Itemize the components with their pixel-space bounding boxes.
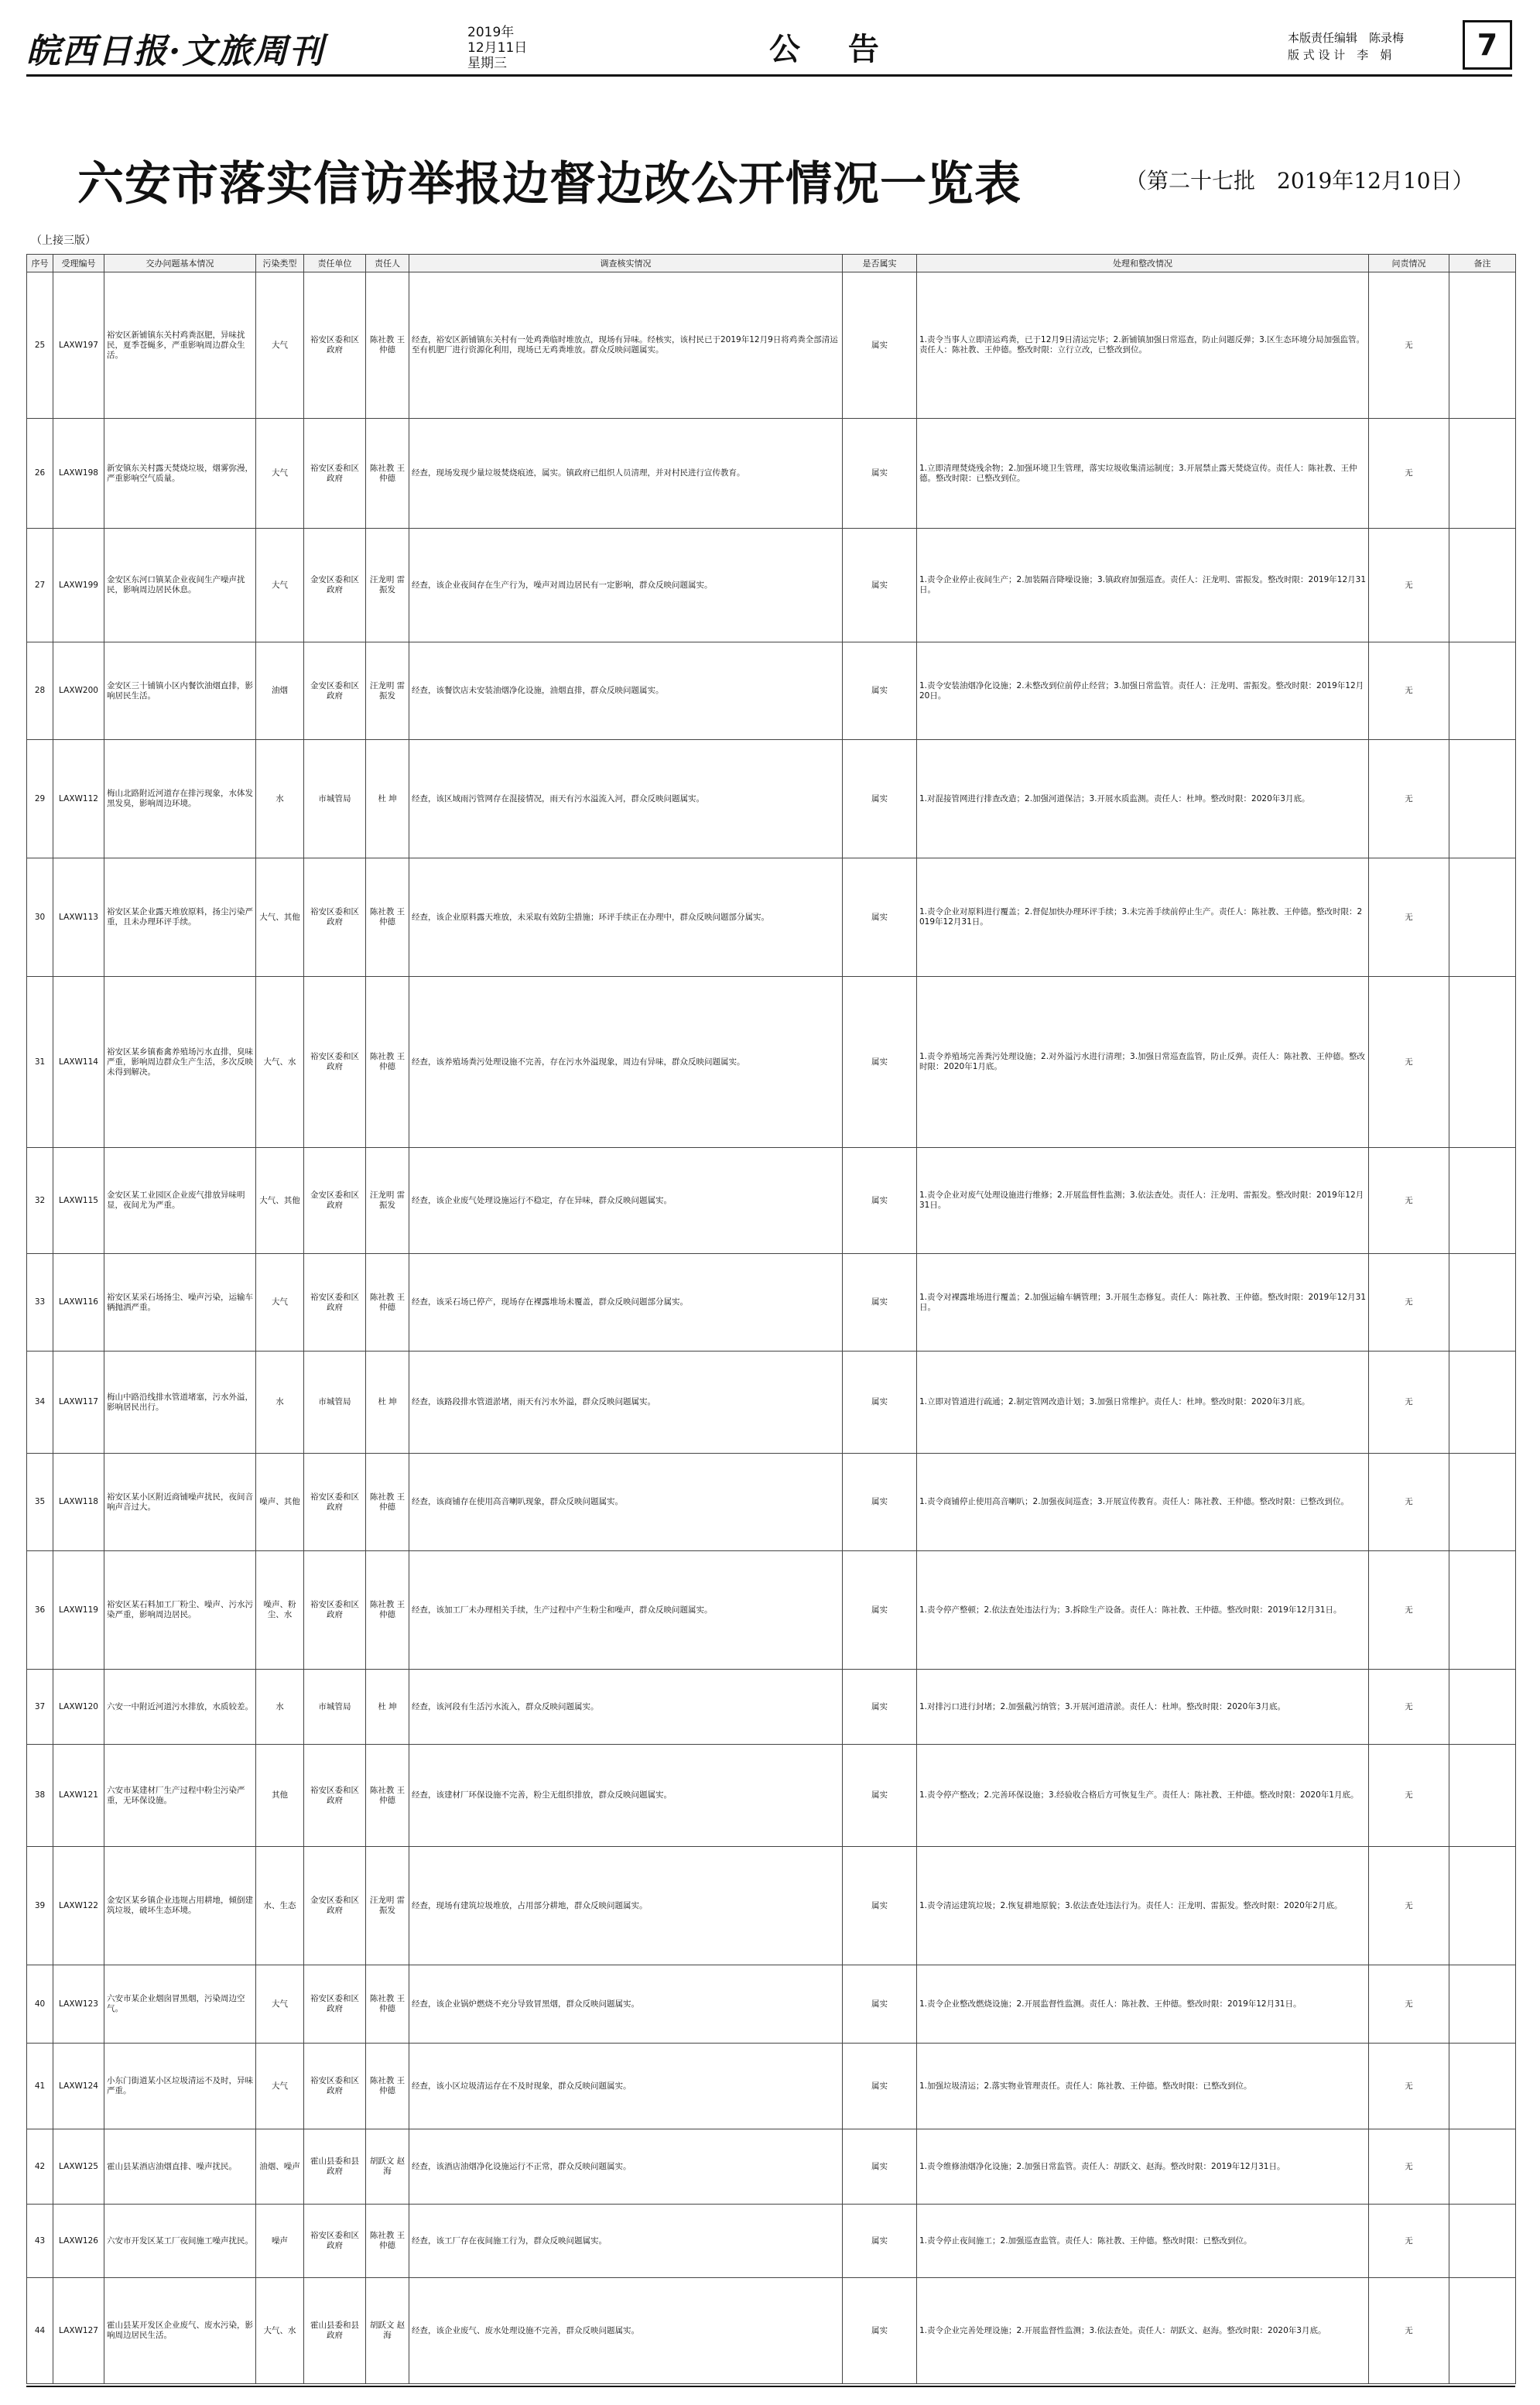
case-code: LAXW119 bbox=[53, 1551, 104, 1670]
case-code: LAXW116 bbox=[53, 1254, 104, 1352]
verified-status: 属实 bbox=[843, 1670, 917, 1745]
case-code: LAXW118 bbox=[53, 1454, 104, 1551]
issue-day: 12月11日 bbox=[467, 40, 528, 56]
row-number: 38 bbox=[27, 1745, 53, 1847]
row-number: 32 bbox=[27, 1148, 53, 1254]
case-code: LAXW120 bbox=[53, 1670, 104, 1745]
row-number: 35 bbox=[27, 1454, 53, 1551]
pollution-type: 水、生态 bbox=[256, 1847, 304, 1965]
verified-status: 属实 bbox=[843, 977, 917, 1148]
case-code: LAXW125 bbox=[53, 2129, 104, 2205]
remark bbox=[1449, 1352, 1516, 1454]
column-header: 序号 bbox=[27, 255, 53, 272]
rectification-measures: 1.立即对管道进行疏通；2.制定管网改造计划；3.加强日常维护。责任人：杜坤。整改时限：2020年3月底。 bbox=[917, 1352, 1369, 1454]
row-number: 26 bbox=[27, 419, 53, 529]
rectification-measures: 1.责令安装油烟净化设施；2.未整改到位前停止经营；3.加强日常监管。责任人：汪龙明、雷振发。整改时限：2019年12月20日。 bbox=[917, 642, 1369, 740]
pollution-type: 大气 bbox=[256, 272, 304, 419]
row-number: 42 bbox=[27, 2129, 53, 2205]
responsible-unit: 裕安区委和区政府 bbox=[304, 1551, 366, 1670]
pollution-type: 大气、其他 bbox=[256, 858, 304, 977]
issue-description: 金安区某工业园区企业废气排放异味明显，夜间尤为严重。 bbox=[104, 1148, 256, 1254]
rectification-measures: 1.责令停产整顿；2.依法查处违法行为；3.拆除生产设备。责任人：陈社教、王仲德。整改时限：2019年12月31日。 bbox=[917, 1551, 1369, 1670]
pollution-type: 水 bbox=[256, 1352, 304, 1454]
issue-description: 霍山县某开发区企业废气、废水污染，影响周边居民生活。 bbox=[104, 2278, 256, 2384]
case-code: LAXW124 bbox=[53, 2044, 104, 2129]
column-header: 受理编号 bbox=[53, 255, 104, 272]
issue-description: 裕安区某企业露天堆放原料，扬尘污染严重，且未办理环评手续。 bbox=[104, 858, 256, 977]
verified-status: 属实 bbox=[843, 1148, 917, 1254]
issue-description: 裕安区新铺镇东关村鸡粪沤肥，异味扰民，夏季苍蝇多，严重影响周边群众生活。 bbox=[104, 272, 256, 419]
responsible-person: 陈社教 王仲德 bbox=[366, 1454, 409, 1551]
responsible-person: 胡跃文 赵 海 bbox=[366, 2278, 409, 2384]
investigation-result: 经查，该企业夜间存在生产行为，噪声对周边居民有一定影响，群众反映问题属实。 bbox=[409, 529, 843, 642]
accountability: 无 bbox=[1369, 1254, 1449, 1352]
accountability: 无 bbox=[1369, 1352, 1449, 1454]
remark bbox=[1449, 1254, 1516, 1352]
table-row bbox=[27, 1847, 1516, 1965]
rectification-measures: 1.责令企业对原料进行覆盖；2.督促加快办理环评手续；3.未完善手续前停止生产。责任人：陈社教、王仲德。整改时限：2019年12月31日。 bbox=[917, 858, 1369, 977]
issue-year: 2019年 bbox=[467, 25, 515, 40]
issue-description: 裕安区某小区附近商铺噪声扰民，夜间音响声音过大。 bbox=[104, 1454, 256, 1551]
pollution-type: 大气、其他 bbox=[256, 1148, 304, 1254]
column-header: 是否属实 bbox=[843, 255, 917, 272]
row-number: 28 bbox=[27, 642, 53, 740]
remark bbox=[1449, 858, 1516, 977]
rectification-measures: 1.对混接管网进行排查改造；2.加强河道保洁；3.开展水质监测。责任人：杜坤。整改时限：2020年3月底。 bbox=[917, 740, 1369, 858]
remark bbox=[1449, 529, 1516, 642]
verified-status: 属实 bbox=[843, 858, 917, 977]
responsible-person: 汪龙明 雷振发 bbox=[366, 529, 409, 642]
responsible-unit: 霍山县委和县政府 bbox=[304, 2129, 366, 2205]
pollution-type: 噪声、粉尘、水 bbox=[256, 1551, 304, 1670]
verified-status: 属实 bbox=[843, 1965, 917, 2044]
case-code: LAXW122 bbox=[53, 1847, 104, 1965]
responsible-person: 汪龙明 雷振发 bbox=[366, 1847, 409, 1965]
rectification-measures: 1.责令企业停止夜间生产；2.加装隔音降噪设施；3.镇政府加强巡查。责任人：汪龙明、雷振发。整改时限：2019年12月31日。 bbox=[917, 529, 1369, 642]
table-row bbox=[27, 419, 1516, 529]
rectification-measures: 1.责令企业完善处理设施；2.开展监督性监测；3.依法查处。责任人：胡跃文、赵海。整改时限：2020年3月底。 bbox=[917, 2278, 1369, 2384]
responsible-unit: 市城管局 bbox=[304, 740, 366, 858]
pollution-type: 大气 bbox=[256, 1254, 304, 1352]
responsible-person: 陈社教 王仲德 bbox=[366, 419, 409, 529]
accountability: 无 bbox=[1369, 977, 1449, 1148]
pollution-type: 大气、水 bbox=[256, 977, 304, 1148]
issue-description: 金安区某乡镇企业违规占用耕地，倾倒建筑垃圾，破坏生态环境。 bbox=[104, 1847, 256, 1965]
responsible-unit: 市城管局 bbox=[304, 1352, 366, 1454]
accountability: 无 bbox=[1369, 419, 1449, 529]
footer-rule bbox=[26, 2386, 1515, 2387]
table-row bbox=[27, 2278, 1516, 2384]
issue-description: 六安市某企业烟囱冒黑烟，污染周边空气。 bbox=[104, 1965, 256, 2044]
editor-credits bbox=[1288, 29, 1404, 63]
remark bbox=[1449, 1965, 1516, 2044]
responsible-unit: 裕安区委和区政府 bbox=[304, 1745, 366, 1847]
accountability: 无 bbox=[1369, 2278, 1449, 2384]
investigation-result: 经查，该建材厂环保设施不完善，粉尘无组织排放，群众反映问题属实。 bbox=[409, 1745, 843, 1847]
page-title: 六安市落实信访举报边督边改公开情况一览表 bbox=[77, 157, 1022, 211]
pollution-type: 油烟、噪声 bbox=[256, 2129, 304, 2205]
batch-info: （第二十七批 2019年12月10日） bbox=[1125, 168, 1474, 194]
investigation-result: 经查，该酒店油烟净化设施运行不正常，群众反映问题属实。 bbox=[409, 2129, 843, 2205]
rectification-measures: 1.责令维修油烟净化设施；2.加强日常监管。责任人：胡跃文、赵海。整改时限：2019年12月31日。 bbox=[917, 2129, 1369, 2205]
issue-description: 六安市开发区某工厂夜间施工噪声扰民。 bbox=[104, 2205, 256, 2278]
verified-status: 属实 bbox=[843, 1847, 917, 1965]
rectification-measures: 1.责令商铺停止使用高音喇叭；2.加强夜间巡查；3.开展宣传教育。责任人：陈社教、王仲德。整改时限：已整改到位。 bbox=[917, 1454, 1369, 1551]
pollution-type: 大气 bbox=[256, 529, 304, 642]
investigation-result: 经查，该商铺存在使用高音喇叭现象，群众反映问题属实。 bbox=[409, 1454, 843, 1551]
table-row bbox=[27, 529, 1516, 642]
verified-status: 属实 bbox=[843, 2129, 917, 2205]
remark bbox=[1449, 272, 1516, 419]
responsible-unit: 裕安区委和区政府 bbox=[304, 977, 366, 1148]
row-number: 36 bbox=[27, 1551, 53, 1670]
pollution-type: 大气、水 bbox=[256, 2278, 304, 2384]
page-number: 7 bbox=[1463, 20, 1512, 70]
title-row bbox=[26, 93, 1512, 209]
issue-description: 梅山中路沿线排水管道堵塞，污水外溢，影响居民出行。 bbox=[104, 1352, 256, 1454]
responsible-person: 陈社教 王仲德 bbox=[366, 858, 409, 977]
responsible-unit: 裕安区委和区政府 bbox=[304, 2205, 366, 2278]
verified-status: 属实 bbox=[843, 2205, 917, 2278]
remark bbox=[1449, 740, 1516, 858]
responsible-person: 汪龙明 雷振发 bbox=[366, 642, 409, 740]
pollution-type: 大气 bbox=[256, 2044, 304, 2129]
row-number: 44 bbox=[27, 2278, 53, 2384]
remark bbox=[1449, 977, 1516, 1148]
masthead bbox=[26, 20, 1512, 77]
verified-status: 属实 bbox=[843, 1454, 917, 1551]
investigation-result: 经查，裕安区新铺镇东关村有一处鸡粪临时堆放点，现场有异味。经核实，该村民已于2019年12月9日将鸡粪全部清运至有机肥厂进行资源化利用，现场已无鸡粪堆放。群众反映问题属实。 bbox=[409, 272, 843, 419]
table-body bbox=[27, 272, 1516, 2384]
remark bbox=[1449, 1551, 1516, 1670]
rectification-measures: 1.责令企业整改燃烧设施；2.开展监督性监测。责任人：陈社教、王仲德。整改时限：2019年12月31日。 bbox=[917, 1965, 1369, 2044]
verified-status: 属实 bbox=[843, 419, 917, 529]
row-number: 43 bbox=[27, 2205, 53, 2278]
investigation-result: 经查，该餐饮店未安装油烟净化设施，油烟直排，群众反映问题属实。 bbox=[409, 642, 843, 740]
table-row bbox=[27, 1148, 1516, 1254]
issue-description: 梅山北路附近河道存在排污现象，水体发黑发臭，影响周边环境。 bbox=[104, 740, 256, 858]
investigation-result: 经查，该小区垃圾清运存在不及时现象，群众反映问题属实。 bbox=[409, 2044, 843, 2129]
rectification-measures: 1.责令对裸露堆场进行覆盖；2.加强运输车辆管理；3.开展生态修复。责任人：陈社教、王仲德。整改时限：2019年12月31日。 bbox=[917, 1254, 1369, 1352]
accountability: 无 bbox=[1369, 272, 1449, 419]
case-code: LAXW198 bbox=[53, 419, 104, 529]
responsible-unit: 霍山县委和县政府 bbox=[304, 2278, 366, 2384]
responsible-unit: 裕安区委和区政府 bbox=[304, 419, 366, 529]
responsible-person: 杜 坤 bbox=[366, 740, 409, 858]
issue-description: 裕安区某采石场扬尘、噪声污染，运输车辆抛洒严重。 bbox=[104, 1254, 256, 1352]
case-code: LAXW199 bbox=[53, 529, 104, 642]
verified-status: 属实 bbox=[843, 1352, 917, 1454]
remark bbox=[1449, 419, 1516, 529]
issue-description: 新安镇东关村露天焚烧垃圾，烟雾弥漫，严重影响空气质量。 bbox=[104, 419, 256, 529]
rectification-measures: 1.责令当事人立即清运鸡粪，已于12月9日清运完毕；2.新铺镇加强日常巡查，防止问题反弹；3.区生态环境分局加强监管。责任人：陈社教、王仲德。整改时限：立行立改，已整改到位。 bbox=[917, 272, 1369, 419]
pollution-type: 大气 bbox=[256, 419, 304, 529]
responsible-unit: 市城管局 bbox=[304, 1670, 366, 1745]
rectification-measures: 1.加强垃圾清运；2.落实物业管理责任。责任人：陈社教、王仲德。整改时限：已整改到位。 bbox=[917, 2044, 1369, 2129]
issue-description: 裕安区某石料加工厂粉尘、噪声、污水污染严重，影响周边居民。 bbox=[104, 1551, 256, 1670]
rectification-measures: 1.责令停止夜间施工；2.加强巡查监管。责任人：陈社教、王仲德。整改时限：已整改到位。 bbox=[917, 2205, 1369, 2278]
issue-weekday: 星期三 bbox=[467, 56, 507, 71]
investigation-result: 经查，该采石场已停产，现场存在裸露堆场未覆盖，群众反映问题部分属实。 bbox=[409, 1254, 843, 1352]
responsible-person: 陈社教 王仲德 bbox=[366, 1965, 409, 2044]
investigation-result: 经查，该企业原料露天堆放，未采取有效防尘措施；环评手续正在办理中，群众反映问题部分属实。 bbox=[409, 858, 843, 977]
verified-status: 属实 bbox=[843, 272, 917, 419]
table-row bbox=[27, 1670, 1516, 1745]
accountability: 无 bbox=[1369, 642, 1449, 740]
row-number: 27 bbox=[27, 529, 53, 642]
column-header: 污染类型 bbox=[256, 255, 304, 272]
row-number: 25 bbox=[27, 272, 53, 419]
row-number: 39 bbox=[27, 1847, 53, 1965]
accountability: 无 bbox=[1369, 858, 1449, 977]
rectification-measures: 1.责令清运建筑垃圾；2.恢复耕地原貌；3.依法查处违法行为。责任人：汪龙明、雷振发。整改时限：2020年2月底。 bbox=[917, 1847, 1369, 1965]
accountability: 无 bbox=[1369, 1745, 1449, 1847]
responsible-person: 胡跃文 赵 海 bbox=[366, 2129, 409, 2205]
table-row bbox=[27, 272, 1516, 419]
investigation-result: 经查，该企业废气、废水处理设施不完善，群众反映问题属实。 bbox=[409, 2278, 843, 2384]
pollution-type: 噪声 bbox=[256, 2205, 304, 2278]
row-number: 33 bbox=[27, 1254, 53, 1352]
row-number: 40 bbox=[27, 1965, 53, 2044]
column-header: 责任人 bbox=[366, 255, 409, 272]
table-header-row bbox=[27, 255, 1516, 272]
verified-status: 属实 bbox=[843, 529, 917, 642]
responsible-unit: 金安区委和区政府 bbox=[304, 1847, 366, 1965]
table-row bbox=[27, 1965, 1516, 2044]
accountability: 无 bbox=[1369, 1454, 1449, 1551]
responsible-person: 陈社教 王仲德 bbox=[366, 272, 409, 419]
table-row bbox=[27, 1352, 1516, 1454]
table-row bbox=[27, 2044, 1516, 2129]
investigation-result: 经查，现场有建筑垃圾堆放，占用部分耕地，群众反映问题属实。 bbox=[409, 1847, 843, 1965]
case-code: LAXW112 bbox=[53, 740, 104, 858]
remark bbox=[1449, 2044, 1516, 2129]
issue-description: 六安一中附近河道污水排放，水质较差。 bbox=[104, 1670, 256, 1745]
remark bbox=[1449, 1454, 1516, 1551]
responsible-unit: 裕安区委和区政府 bbox=[304, 2044, 366, 2129]
pollution-type: 水 bbox=[256, 1670, 304, 1745]
row-number: 29 bbox=[27, 740, 53, 858]
rectification-measures: 1.对排污口进行封堵；2.加强截污纳管；3.开展河道清淤。责任人：杜坤。整改时限：2020年3月底。 bbox=[917, 1670, 1369, 1745]
case-code: LAXW115 bbox=[53, 1148, 104, 1254]
verified-status: 属实 bbox=[843, 740, 917, 858]
responsible-person: 陈社教 王仲德 bbox=[366, 1254, 409, 1352]
row-number: 37 bbox=[27, 1670, 53, 1745]
responsible-person: 杜 坤 bbox=[366, 1670, 409, 1745]
rectification-measures: 1.立即清理焚烧残余物；2.加强环境卫生管理，落实垃圾收集清运制度；3.开展禁止露天焚烧宣传。责任人：陈社教、王仲德。整改时限：已整改到位。 bbox=[917, 419, 1369, 529]
accountability: 无 bbox=[1369, 2205, 1449, 2278]
remark bbox=[1449, 1847, 1516, 1965]
pollution-type: 水 bbox=[256, 740, 304, 858]
case-code: LAXW127 bbox=[53, 2278, 104, 2384]
table-row bbox=[27, 858, 1516, 977]
row-number: 30 bbox=[27, 858, 53, 977]
responsible-person: 陈社教 王仲德 bbox=[366, 2205, 409, 2278]
case-code: LAXW123 bbox=[53, 1965, 104, 2044]
table-row bbox=[27, 740, 1516, 858]
rectification-measures: 1.责令企业对废气处理设施进行维修；2.开展监督性监测；3.依法查处。责任人：汪龙明、雷振发。整改时限：2019年12月31日。 bbox=[917, 1148, 1369, 1254]
pollution-type: 其他 bbox=[256, 1745, 304, 1847]
accountability: 无 bbox=[1369, 2044, 1449, 2129]
responsible-unit: 金安区委和区政府 bbox=[304, 1148, 366, 1254]
investigation-result: 经查，该路段排水管道淤堵，雨天有污水外溢，群众反映问题属实。 bbox=[409, 1352, 843, 1454]
column-header: 责任单位 bbox=[304, 255, 366, 272]
pollution-type: 噪声、其他 bbox=[256, 1454, 304, 1551]
pollution-type: 油烟 bbox=[256, 642, 304, 740]
remark bbox=[1449, 2278, 1516, 2384]
remark bbox=[1449, 2129, 1516, 2205]
issue-description: 霍山县某酒店油烟直排、噪声扰民。 bbox=[104, 2129, 256, 2205]
table-row bbox=[27, 1454, 1516, 1551]
responsible-unit: 裕安区委和区政府 bbox=[304, 272, 366, 419]
issue-description: 裕安区某乡镇畜禽养殖场污水直排，臭味严重，影响周边群众生产生活，多次反映未得到解决。 bbox=[104, 977, 256, 1148]
responsible-person: 汪龙明 雷振发 bbox=[366, 1148, 409, 1254]
accountability: 无 bbox=[1369, 1551, 1449, 1670]
investigation-result: 经查，该工厂存在夜间施工行为，群众反映问题属实。 bbox=[409, 2205, 843, 2278]
responsible-unit: 金安区委和区政府 bbox=[304, 642, 366, 740]
issue-description: 金安区三十铺镇小区内餐饮油烟直排，影响居民生活。 bbox=[104, 642, 256, 740]
responsible-person: 陈社教 王仲德 bbox=[366, 1551, 409, 1670]
investigation-result: 经查，该企业废气处理设施运行不稳定，存在异味，群众反映问题属实。 bbox=[409, 1148, 843, 1254]
report-table bbox=[26, 254, 1516, 2384]
remark bbox=[1449, 1745, 1516, 1847]
responsible-unit: 裕安区委和区政府 bbox=[304, 858, 366, 977]
verified-status: 属实 bbox=[843, 1745, 917, 1847]
newspaper-logo: 皖西日报·文旅周刊 bbox=[26, 32, 325, 71]
case-code: LAXW121 bbox=[53, 1745, 104, 1847]
remark bbox=[1449, 2205, 1516, 2278]
column-header: 交办问题基本情况 bbox=[104, 255, 256, 272]
responsible-person: 杜 坤 bbox=[366, 1352, 409, 1454]
case-code: LAXW200 bbox=[53, 642, 104, 740]
accountability: 无 bbox=[1369, 1847, 1449, 1965]
responsible-unit: 金安区委和区政府 bbox=[304, 529, 366, 642]
section-title: 公 告 bbox=[769, 31, 898, 67]
accountability: 无 bbox=[1369, 2129, 1449, 2205]
accountability: 无 bbox=[1369, 529, 1449, 642]
accountability: 无 bbox=[1369, 1148, 1449, 1254]
table-row bbox=[27, 1745, 1516, 1847]
verified-status: 属实 bbox=[843, 1254, 917, 1352]
investigation-result: 经查，该加工厂未办理相关手续，生产过程中产生粉尘和噪声，群众反映问题属实。 bbox=[409, 1551, 843, 1670]
table-row bbox=[27, 2129, 1516, 2205]
row-number: 31 bbox=[27, 977, 53, 1148]
editor-line: 本版责任编辑 陈录梅 bbox=[1288, 31, 1405, 45]
remark bbox=[1449, 1148, 1516, 1254]
column-header: 调查核实情况 bbox=[409, 255, 843, 272]
case-code: LAXW126 bbox=[53, 2205, 104, 2278]
table-row bbox=[27, 2205, 1516, 2278]
designer-line: 版 式 设 计 李 娟 bbox=[1288, 48, 1392, 62]
accountability: 无 bbox=[1369, 1965, 1449, 2044]
investigation-result: 经查，该河段有生活污水流入，群众反映问题属实。 bbox=[409, 1670, 843, 1745]
issue-description: 小东门街道某小区垃圾清运不及时，异味严重。 bbox=[104, 2044, 256, 2129]
issue-description: 六安市某建材厂生产过程中粉尘污染严重，无环保设施。 bbox=[104, 1745, 256, 1847]
responsible-person: 陈社教 王仲德 bbox=[366, 977, 409, 1148]
case-code: LAXW113 bbox=[53, 858, 104, 977]
case-code: LAXW114 bbox=[53, 977, 104, 1148]
case-code: LAXW197 bbox=[53, 272, 104, 419]
column-header: 问责情况 bbox=[1369, 255, 1449, 272]
responsible-unit: 裕安区委和区政府 bbox=[304, 1965, 366, 2044]
pollution-type: 大气 bbox=[256, 1965, 304, 2044]
verified-status: 属实 bbox=[843, 1551, 917, 1670]
accountability: 无 bbox=[1369, 740, 1449, 858]
responsible-unit: 裕安区委和区政府 bbox=[304, 1454, 366, 1551]
investigation-result: 经查，该区域雨污管网存在混接情况，雨天有污水溢流入河，群众反映问题属实。 bbox=[409, 740, 843, 858]
table-header bbox=[27, 255, 1516, 272]
table-row bbox=[27, 977, 1516, 1148]
investigation-result: 经查，该养殖场粪污处理设施不完善，存在污水外溢现象，周边有异味，群众反映问题属实。 bbox=[409, 977, 843, 1148]
rectification-measures: 1.责令停产整改；2.完善环保设施；3.经验收合格后方可恢复生产。责任人：陈社教、王仲德。整改时限：2020年1月底。 bbox=[917, 1745, 1369, 1847]
continued-note: （上接三版） bbox=[31, 235, 96, 247]
responsible-person: 陈社教 王仲德 bbox=[366, 2044, 409, 2129]
remark bbox=[1449, 1670, 1516, 1745]
investigation-result: 经查，现场发现少量垃圾焚烧痕迹，属实。镇政府已组织人员清理，并对村民进行宣传教育。 bbox=[409, 419, 843, 529]
accountability: 无 bbox=[1369, 1670, 1449, 1745]
table-row bbox=[27, 1254, 1516, 1352]
issue-description: 金安区东河口镇某企业夜间生产噪声扰民，影响周边居民休息。 bbox=[104, 529, 256, 642]
remark bbox=[1449, 642, 1516, 740]
table-row bbox=[27, 642, 1516, 740]
verified-status: 属实 bbox=[843, 2278, 917, 2384]
issue-date bbox=[467, 25, 527, 71]
verified-status: 属实 bbox=[843, 642, 917, 740]
column-header: 处理和整改情况 bbox=[917, 255, 1369, 272]
responsible-unit: 裕安区委和区政府 bbox=[304, 1254, 366, 1352]
row-number: 34 bbox=[27, 1352, 53, 1454]
table-row bbox=[27, 1551, 1516, 1670]
responsible-person: 陈社教 王仲德 bbox=[366, 1745, 409, 1847]
investigation-result: 经查，该企业锅炉燃烧不充分导致冒黑烟，群众反映问题属实。 bbox=[409, 1965, 843, 2044]
column-header: 备注 bbox=[1449, 255, 1516, 272]
row-number: 41 bbox=[27, 2044, 53, 2129]
case-code: LAXW117 bbox=[53, 1352, 104, 1454]
rectification-measures: 1.责令养殖场完善粪污处理设施；2.对外溢污水进行清理；3.加强日常巡查监管，防止反弹。责任人：陈社教、王仲德。整改时限：2020年1月底。 bbox=[917, 977, 1369, 1148]
verified-status: 属实 bbox=[843, 2044, 917, 2129]
